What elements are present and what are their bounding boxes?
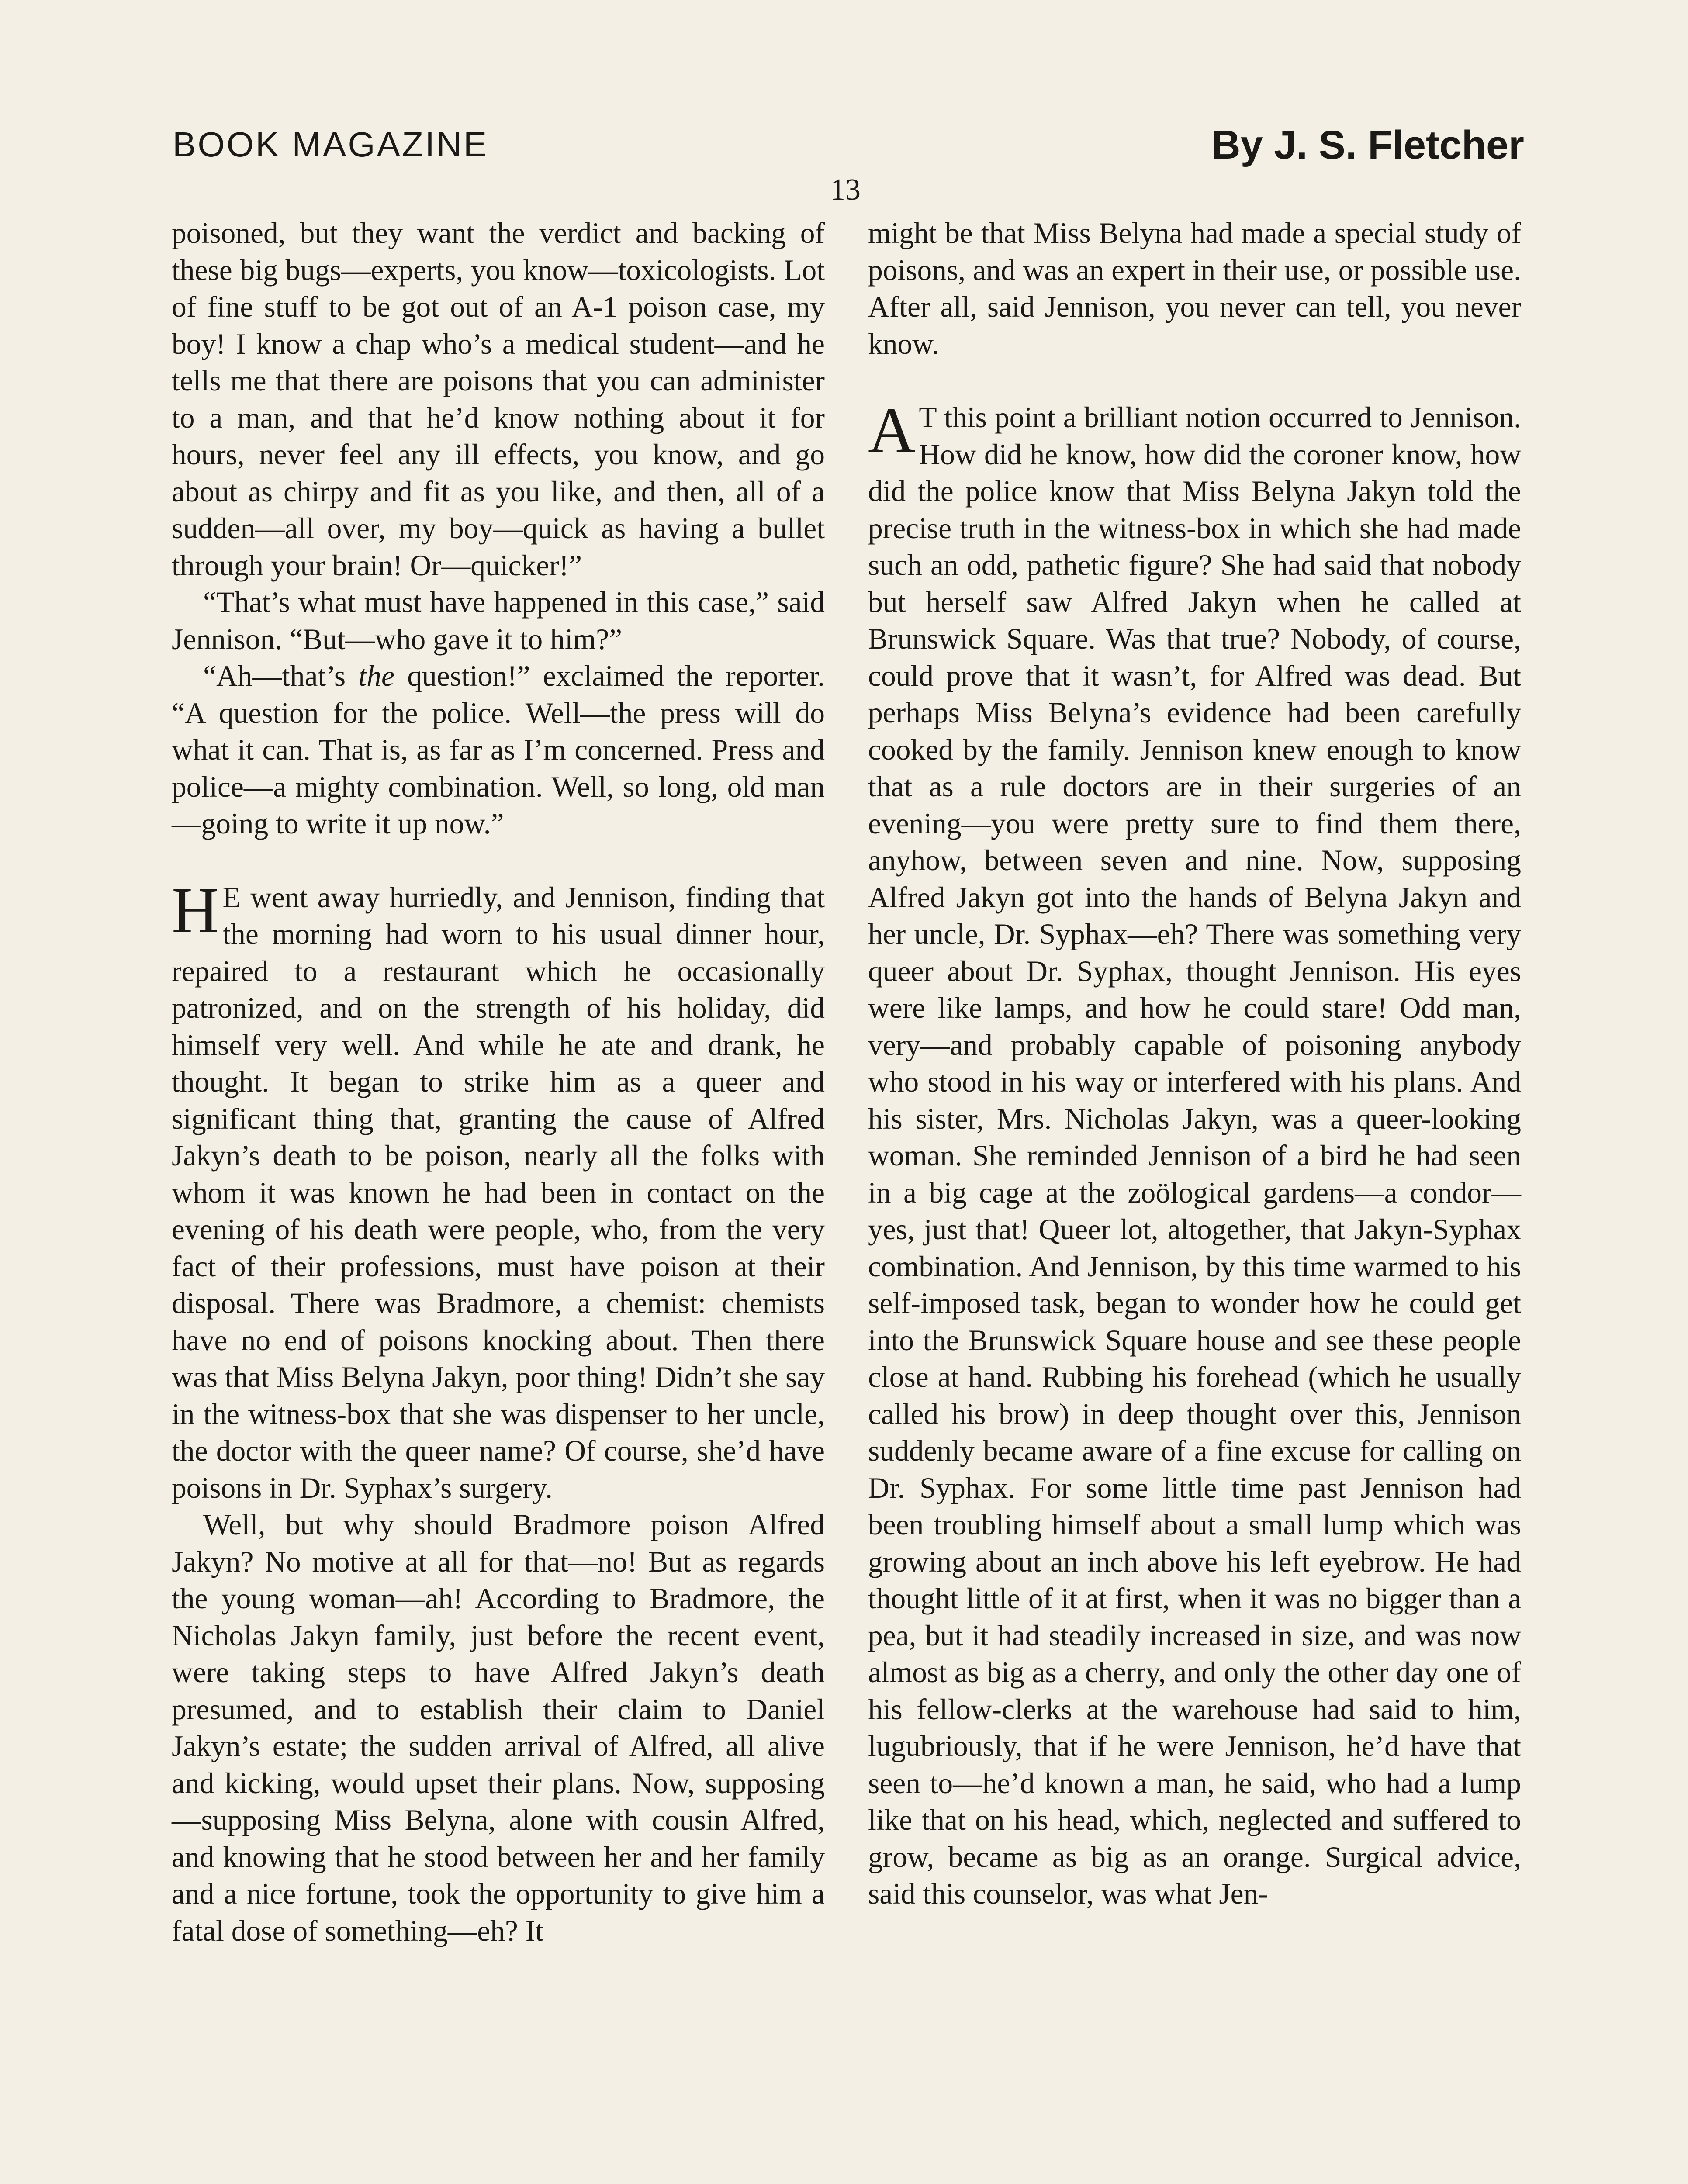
paragraph-text: “Ah—that’s	[203, 660, 359, 692]
paragraph: “That’s what must have happened in this case,” said Jennison. “But—who gave it to him?”	[172, 586, 825, 656]
paragraph: poisoned, but they want the verdict and backing of these big bugs—experts, you know—toxicologists. Lot of fine stuff to be got out of an A-1 poison case, my boy! I know a chap who’s a medical student—and he tells me that there are poisons that you can administer to a man, and that he’d know nothing about it for hours, never feel any ill effects, you know, and go about as chirpy and fit as you like, and then, all of a sudden—all over, my boy—quick as having a bullet through your brain! Or—quicker!”	[172, 217, 825, 582]
section-paragraph	[172, 874, 825, 1507]
magazine-title: BOOK MAGAZINE	[173, 125, 489, 164]
right-text-column	[868, 215, 1521, 1913]
left-text-column	[172, 215, 825, 1949]
paragraph-text: E went away hurriedly, and Jennison, finding that the morning had worn to his usual dinner hour, repaired to a restaurant which he occasionally patronized, and on the strength of his holiday, did himself very well. And while he ate and drank, he thought. It began to strike him as a queer and significant thing that, granting the cause of Alfred Jakyn’s death to be poison, nearly all the folks with whom it was known he had been in contact on the evening of his death were people, who, from the very fact of their professions, must have poison at their disposal. There was Bradmore, a chemist: chemists have no end of poisons knocking about. Then there was that Miss Belyna Jakyn, poor thing! Didn’t she say in the witness-box that she was dispenser to her uncle, the doctor with the queer name? Of course, she’d have poisons in Dr. Syphax’s surgery.	[172, 881, 825, 1504]
emphasis-text: the	[358, 660, 394, 692]
section-paragraph	[868, 394, 1521, 1913]
drop-cap: A	[868, 394, 916, 467]
paragraph: Well, but why should Bradmore poison Alfred Jakyn? No motive at all for that—no! But as regards the young woman—ah! According to Bradmore, the Nicholas Jakyn family, just before the recent event, were taking steps to have Alfred Jakyn’s death presumed, and to establish their claim to Daniel Jakyn’s estate; the sudden arrival of Alfred, all alive and kicking, would upset their plans. Now, supposing—supposing Miss Belyna, alone with cousin Alfred, and knowing that he stood between her and her family and a nice fortune, took the opportunity to give him a fatal dose of something—eh? It	[172, 1508, 825, 1947]
page-number: 13	[830, 173, 861, 207]
author-byline: By J. S. Fletcher	[1211, 123, 1524, 167]
paragraph-text: T this point a brilliant notion occurred to Jennison. How did he know, how did the coroner know, how did the police know that Miss Belyna Jakyn told the precise truth in the witness-box in which she had made such an odd, pathetic figure? She had said that nobody but herself saw Alfred Jakyn when he called at Brunswick Square. Was that true? Nobody, of course, could prove that it wasn’t, for Alfred was dead. But perhaps Miss Belyna’s evidence had been carefully cooked by the family. Jennison knew enough to know that as a rule doctors are in their surgeries of an evening—you were pretty sure to find them there, anyhow, between seven and nine. Now, supposing Alfred Jakyn got into the hands of Belyna Jakyn and her uncle, Dr. Syphax—eh? There was something very queer about Dr. Syphax, thought Jennison. His eyes were like lamps, and how he could stare! Odd man, very—and probably capable of poisoning anybody who stood in his way or interfered with his plans. And his sister, Mrs. Nicholas Jakyn, was a queer-looking woman. She reminded Jennison of a bird he had seen in a big cage at the zoölogical gardens—a condor—yes, just that! Queer lot, altogether, that Jakyn-Syphax combination. And Jennison, by this time warmed to his self-imposed task, began to wonder how he could get into the Brunswick Square house and see these people close at hand. Rubbing his forehead (which he usually called his brow) in deep thought over this, Jennison suddenly became aware of a fine excuse for calling on Dr. Syphax. For some little time past Jennison had been troubling himself about a small lump which was growing about an inch above his left eyebrow. He had thought little of it at first, when it was no bigger than a pea, but it had steadily increased in size, and was now almost as big as a cherry, and only the other day one of his fellow-clerks at the warehouse had said to him, lugubriously, that if he were Jennison, he’d have that seen to—he’d known a man, he said, who had a lump like that on his head, which, neglected and suffered to grow, became as big as an orange. Surgical advice, said this counselor, was what Jen-	[868, 401, 1521, 1910]
drop-cap: H	[172, 874, 219, 947]
paragraph-text: question!” exclaimed the reporter. “A question for the police. Well—the press will do what it can. That is, as far as I’m concerned. Press and police—a mighty combination. Well, so long, old man—going to write it up now.”	[172, 660, 825, 840]
paragraph: might be that Miss Belyna had made a special study of poisons, and was an expert in their use, or possible use. After all, said Jennison, you never can tell, you never know.	[868, 217, 1521, 360]
paragraph	[172, 658, 825, 843]
